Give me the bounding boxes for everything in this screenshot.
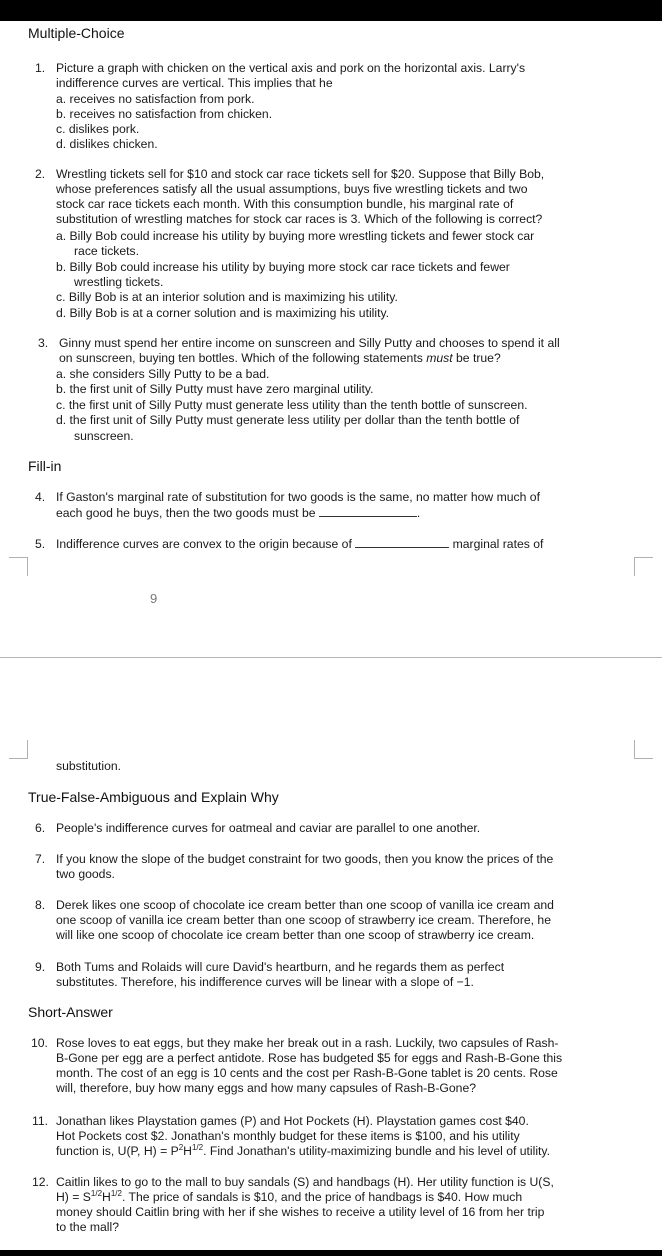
option-a-cont: race tickets. [74, 244, 140, 258]
question-text: month. The cost of an egg is 10 cents and the cost per Rash-B-Gone tablet is 20 cents. Rose [56, 1066, 558, 1080]
question-text: indifference curves are vertical. This implies that he [56, 76, 333, 90]
question-text: Picture a graph with chicken on the vertical axis and pork on the horizontal axis. Larry's [56, 61, 526, 75]
question-text: on sunscreen, buying ten bottles. Which of the following statements must be true? [59, 351, 501, 365]
page-corner-mark [634, 557, 653, 576]
question-text: Rose loves to eat eggs, but they make her break out in a rash. Luckily, two capsules of Rash- [56, 1036, 559, 1050]
page-separator [0, 657, 662, 658]
emphasis-must: must [426, 351, 453, 365]
page-corner-mark [634, 740, 653, 759]
option-b: b. receives no satisfaction from chicken. [56, 107, 273, 121]
question-number: 7. [35, 852, 46, 866]
option-a: a. she considers Silly Putty to be a bad. [56, 367, 270, 381]
question-text: Wrestling tickets sell for $10 and stock car race tickets sell for $20. Suppose that Billy Bob, [56, 167, 545, 181]
question-text: Indifference curves are convex to the origin because of marginal rates of [56, 537, 544, 551]
option-d-cont: sunscreen. [74, 429, 134, 443]
question-text: B-Gone per egg are a perfect antidote. Rose has budgeted $5 for eggs and Rash-B-Gone this [56, 1051, 563, 1065]
option-d: d. dislikes chicken. [56, 137, 158, 151]
question-text: Hot Pockets cost $2. Jonathan's monthly budget for these items is $100, and his utility [56, 1129, 520, 1143]
option-c: c. the first unit of Silly Putty must generate less utility than the tenth bottle of sunscreen. [56, 398, 528, 412]
question-text: function is, U(P, $H) = P^2H^{1/2}$. Find Jonathan's utility-maximizing bundle and his level of utility. [56, 1143, 551, 1158]
question-text: one scoop of vanilla ice cream better than one scoop of strawberry ice cream. Therefore, he [56, 913, 551, 927]
question-text: whose preferences satisfy all the usual assumptions, buys five wrestling tickets and two [56, 182, 528, 196]
question-text: substitution. [56, 759, 122, 773]
bottom-bar [0, 1250, 662, 1256]
option-b: b. the first unit of Silly Putty must have zero marginal utility. [56, 382, 374, 396]
question-text: money should Caitlin bring with her if she wishes to receive a utility level of 16 from her trip [56, 1205, 545, 1219]
question-text: If Gaston's marginal rate of substitution for two goods is the same, no matter how much of [56, 490, 540, 504]
option-c: c. Billy Bob is at an interior solution and is maximizing his utility. [56, 290, 398, 304]
question-text: Ginny must spend her entire income on sunscreen and Silly Putty and chooses to spend it all [59, 336, 560, 350]
page-corner-mark [9, 557, 28, 576]
question-number: 6. [35, 821, 46, 835]
answer-blank [319, 506, 417, 517]
question-text: People's indifference curves for oatmeal and caviar are parallel to one another. [56, 821, 481, 835]
page-number: 9 [150, 591, 158, 606]
option-a: a. receives no satisfaction from pork. [56, 92, 255, 106]
question-text: $H) = S^{1/2}H^{1/2}$. The price of sandals is $10, and the price of handbags is $40. How much [56, 1189, 523, 1204]
question-text: Caitlin likes to go to the mall to buy sandals (S) and handbags (H). Her utility function is U(S, [56, 1175, 554, 1189]
top-bar [0, 0, 662, 21]
question-number: 3. [38, 336, 49, 350]
question-text: substitutes. Therefore, his indifference curves will be linear with a slope of −1. [56, 975, 474, 989]
question-number: 9. [35, 960, 46, 974]
option-b-cont: wrestling tickets. [74, 275, 164, 289]
option-b: b. Billy Bob could increase his utility by buying more stock car race tickets and fewer [56, 260, 510, 274]
section-header-fill-in: Fill-in [28, 458, 62, 474]
section-header-multiple-choice: Multiple-Choice [28, 25, 125, 41]
page-corner-mark [9, 740, 28, 759]
question-text: substitution of wrestling matches for stock car races is 3. Which of the following is correct? [56, 212, 543, 226]
question-text: Derek likes one scoop of chocolate ice cream better than one scoop of vanilla ice cream and [56, 898, 554, 912]
question-number: 8. [35, 898, 46, 912]
option-c: c. dislikes pork. [56, 122, 140, 136]
section-header-short-answer: Short-Answer [28, 1004, 113, 1020]
question-number: 10. [31, 1036, 48, 1050]
question-text: will like one scoop of chocolate ice cream better than one scoop of strawberry ice cream. [56, 928, 535, 942]
question-number: 5. [35, 537, 46, 551]
question-text: Both Tums and Rolaids will cure David's heartburn, and he regards them as perfect [56, 960, 505, 974]
question-text: stock car race tickets each month. With this consumption bundle, his marginal rate of [56, 197, 514, 211]
section-header-true-false: True-False-Ambiguous and Explain Why [28, 789, 279, 805]
question-number: 4. [35, 490, 46, 504]
answer-blank [355, 537, 449, 548]
option-d: d. Billy Bob is at a corner solution and is maximizing his utility. [56, 306, 390, 320]
option-d: d. the first unit of Silly Putty must generate less utility per dollar than the tenth bottle of [56, 413, 520, 427]
question-text: two goods. [56, 867, 115, 881]
question-number: 2. [35, 167, 46, 181]
option-a: a. Billy Bob could increase his utility by buying more wrestling tickets and fewer stock car [56, 229, 535, 243]
question-number: 11. [32, 1114, 49, 1128]
question-text: to the mall? [56, 1220, 120, 1234]
question-text: will, therefore, buy how many eggs and how many capsules of Rash-B-Gone? [56, 1081, 477, 1095]
question-text: Jonathan likes Playstation games (P) and Hot Pockets (H). Playstation games cost $40. [56, 1114, 529, 1128]
question-text: If you know the slope of the budget constraint for two goods, then you know the prices of the [56, 852, 554, 866]
question-number: 1. [35, 61, 46, 75]
question-number: 12. [32, 1175, 49, 1189]
question-text: each good he buys, then the two goods must be . [56, 506, 421, 520]
